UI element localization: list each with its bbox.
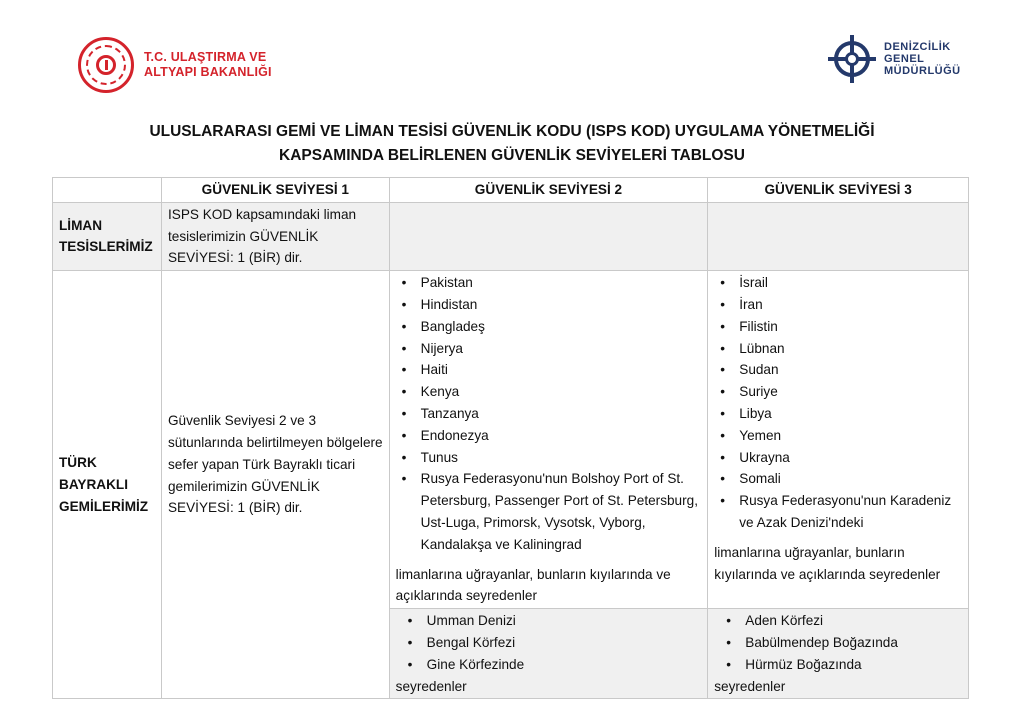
list-item: • Umman Denizi — [396, 610, 702, 632]
list-item: • Babülmendep Boğazında — [714, 632, 962, 654]
level-3-waters-list — [714, 610, 962, 675]
ministry-name — [144, 50, 272, 80]
list-item: • Somali — [714, 468, 962, 490]
ships-level-2-cell — [389, 271, 708, 609]
list-item: • Rusya Federasyonu'nun Bolshoy Port of St. Petersburg, Passenger Port of St. Petersburg, Ust-Luga, Primorsk, Vysotsk, Vyborg, Kandalakşa ve Kaliningrad — [396, 468, 702, 555]
header-level-2: GÜVENLİK SEVİYESİ 2 — [389, 178, 708, 203]
table-row-turkish-ships — [53, 271, 969, 609]
level-3-country-list — [714, 272, 962, 534]
list-item: • Hindistan — [396, 294, 702, 316]
list-item: • Filistin — [714, 316, 962, 338]
maritime-name-line1: DENİZCİLİK — [884, 41, 951, 53]
list-item: • Nijerya — [396, 338, 702, 360]
maritime-directorate-name — [884, 41, 961, 77]
ministry-logo — [78, 34, 278, 96]
header-level-3: GÜVENLİK SEVİYESİ 3 — [708, 178, 969, 203]
list-item: • Libya — [714, 403, 962, 425]
row-label-line: TESİSLERİMİZ — [59, 239, 153, 255]
list-item: • Gine Körfezinde — [396, 654, 702, 676]
row-label-line: TÜRK — [59, 455, 97, 471]
list-item: • Lübnan — [714, 338, 962, 360]
maritime-name-line3: MÜDÜRLÜĞÜ — [884, 65, 961, 77]
list-item: • Ukrayna — [714, 447, 962, 469]
title-line2: KAPSAMINDA BELİRLENEN GÜVENLİK SEVİYELERİ TABLOSU — [279, 147, 745, 164]
waters-level-2-cell — [389, 609, 708, 699]
list-item: • Pakistan — [396, 272, 702, 294]
row-label-port-facilities — [53, 202, 162, 270]
list-item: • Bangladeş — [396, 316, 702, 338]
list-item: • İran — [714, 294, 962, 316]
row-label-turkish-ships — [53, 271, 162, 699]
header-empty-cell — [53, 178, 162, 203]
row-label-line: GEMİLERİMİZ — [59, 498, 149, 514]
document-title — [0, 120, 1024, 168]
title-line1: ULUSLARARASI GEMİ VE LİMAN TESİSİ GÜVENLİK KODU (ISPS KOD) UYGULAMA YÖNETMELİĞİ — [149, 123, 875, 140]
row-label-line: LİMAN — [59, 217, 103, 233]
list-item: • Endonezya — [396, 425, 702, 447]
ships-level-3-cell — [708, 271, 969, 609]
level-2-country-list — [396, 272, 702, 555]
table-header-row — [53, 178, 969, 203]
ministry-name-line1: T.C. ULAŞTIRMA VE — [144, 50, 267, 64]
level-3-waters-note: seyredenler — [714, 678, 786, 694]
list-item: • Haiti — [396, 359, 702, 381]
level-2-waters-list — [396, 610, 702, 675]
table-row-port-facilities — [53, 202, 969, 270]
list-item: • Hürmüz Boğazında — [714, 654, 962, 676]
row-label-line: BAYRAKLI — [59, 476, 128, 492]
maritime-name-line2: GENEL — [884, 53, 925, 65]
header-level-1: GÜVENLİK SEVİYESİ 1 — [161, 178, 389, 203]
list-item: • Sudan — [714, 359, 962, 381]
level-2-note: limanlarına uğrayanlar, bunların kıyılarında ve açıklarında seyredenler — [395, 566, 671, 604]
ship-wheel-icon — [828, 35, 876, 83]
ministry-seal-icon — [78, 37, 134, 93]
port-level-3-cell — [708, 202, 969, 270]
list-item: • Yemen — [714, 425, 962, 447]
level-3-note: limanlarına uğrayanlar, bunların kıyılarında ve açıklarında seyredenler — [714, 544, 941, 582]
list-item: • Tunus — [396, 447, 702, 469]
list-item: • Tanzanya — [396, 403, 702, 425]
list-item: • Aden Körfezi — [714, 610, 962, 632]
level-2-waters-note: seyredenler — [395, 678, 467, 694]
waters-level-3-cell — [708, 609, 969, 699]
security-levels-table — [52, 177, 969, 699]
list-item: • Kenya — [396, 381, 702, 403]
list-item: • İsrail — [714, 272, 962, 294]
port-level-1-cell: ISPS KOD kapsamındaki liman tesislerimizin GÜVENLİK SEVİYESİ: 1 (BİR) dir. — [161, 202, 389, 270]
list-item: • Bengal Körfezi — [396, 632, 702, 654]
ministry-name-line2: ALTYAPI BAKANLIĞI — [144, 65, 272, 79]
ships-level-1-cell — [161, 271, 389, 699]
list-item: • Suriye — [714, 381, 962, 403]
ships-level-1-text: Güvenlik Seviyesi 2 ve 3 sütunlarında belirtilmeyen bölgelere sefer yapan Türk Bayraklı ticari gemilerimizin GÜVENLİK SEVİYESİ: 1 (BİR) dir. — [167, 413, 383, 516]
list-item: • Rusya Federasyonu'nun Karadeniz ve Azak Denizi'ndeki — [714, 490, 962, 534]
maritime-logo — [828, 34, 978, 84]
port-level-2-cell — [389, 202, 708, 270]
